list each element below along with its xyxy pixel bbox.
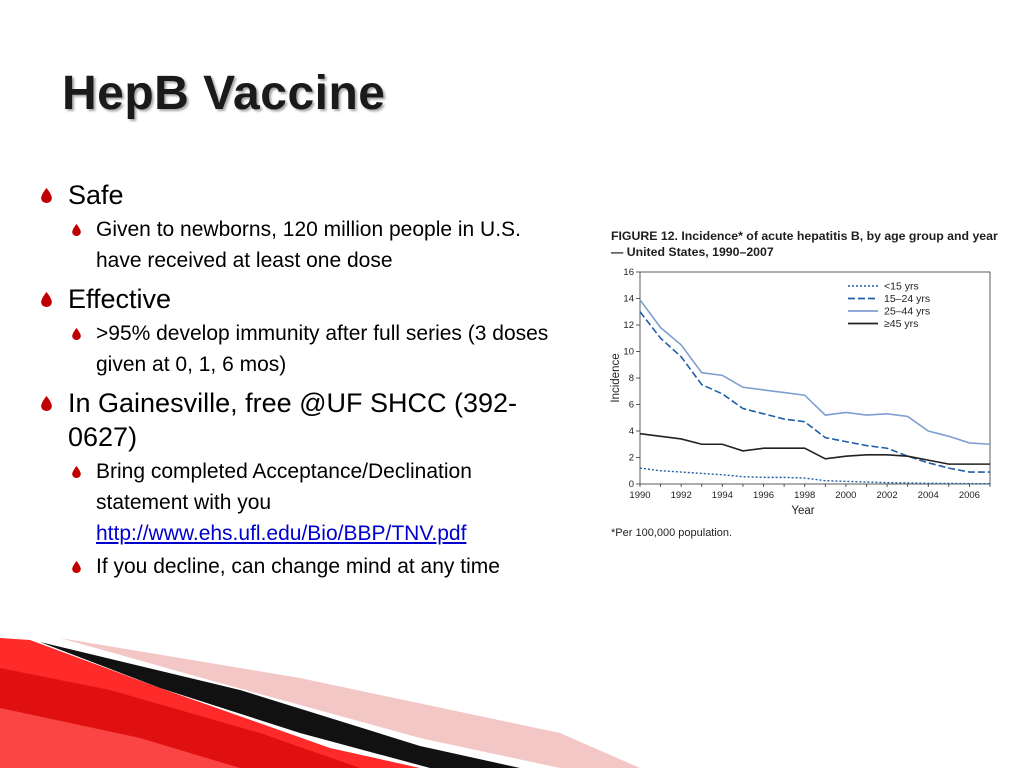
incidence-figure xyxy=(608,228,1008,548)
series-line-4 xyxy=(640,434,990,464)
bullet-list xyxy=(38,172,558,582)
sub-bullet-text: Bring completed Acceptance/Declination statement with you xyxy=(96,460,472,514)
y-tick-label: 2 xyxy=(628,452,634,464)
droplet-bullet-icon xyxy=(41,396,52,411)
y-axis-label: Incidence xyxy=(610,353,622,403)
bullet-effective xyxy=(38,282,558,316)
x-tick-label: 2000 xyxy=(835,490,857,501)
bullet-gainesville xyxy=(38,386,558,454)
droplet-bullet-icon xyxy=(41,188,52,203)
x-tick-label: 1996 xyxy=(752,490,775,501)
incidence-line-chart xyxy=(608,266,1008,526)
y-tick-label: 4 xyxy=(628,426,634,437)
legend-label-2: 15–24 yrs xyxy=(884,293,931,305)
bullet-text: In Gainesville, free @UF SHCC (392-0627) xyxy=(68,388,518,452)
sub-bullet-newborns xyxy=(38,214,558,276)
x-tick-label: 1994 xyxy=(711,490,733,501)
figure-title: FIGURE 12. Incidence* of acute hepatitis B, by age group and year — United States, 1990–2007 xyxy=(611,229,998,259)
y-tick-label: 8 xyxy=(628,373,634,384)
y-tick-label: 6 xyxy=(628,399,634,411)
plot-frame xyxy=(640,272,990,484)
y-tick-label: 10 xyxy=(623,346,634,358)
y-tick-label: 12 xyxy=(623,320,634,331)
legend-label-3: 25–44 yrs xyxy=(884,305,931,318)
y-tick-label: 16 xyxy=(623,267,634,278)
sub-bullet-immunity xyxy=(38,318,558,380)
bullet-text: Effective xyxy=(68,284,172,314)
droplet-bullet-icon xyxy=(72,328,81,340)
sub-bullet-text: Given to newborns, 120 million people in U.S. have received at least one dose xyxy=(96,218,521,272)
sub-bullet-text: >95% develop immunity after full series (3 doses given at 0, 1, 6 mos) xyxy=(96,322,549,376)
bullet-text: Safe xyxy=(68,180,124,210)
y-tick-label: 0 xyxy=(628,479,634,490)
sub-bullet-statement xyxy=(38,456,558,549)
x-tick-label: 1990 xyxy=(629,490,651,501)
sub-bullet-text: If you decline, can change mind at any time xyxy=(96,555,500,578)
x-axis-label: Year xyxy=(791,505,815,517)
sub-bullet-decline xyxy=(38,551,558,582)
bullet-safe xyxy=(38,178,558,212)
series-line-1 xyxy=(640,468,990,484)
droplet-bullet-icon xyxy=(72,466,81,478)
x-tick-label: 2006 xyxy=(958,490,980,501)
y-tick-label: 14 xyxy=(623,293,634,305)
slide-title: HepB Vaccine xyxy=(62,67,386,120)
x-tick-label: 2002 xyxy=(876,490,898,501)
legend-label-4: ≥45 yrs xyxy=(884,318,919,330)
tnv-pdf-link[interactable]: http://www.ehs.ufl.edu/Bio/BBP/TNV.pdf xyxy=(96,522,467,545)
x-tick-label: 1992 xyxy=(670,490,692,501)
decorative-swoosh xyxy=(0,638,700,768)
droplet-bullet-icon xyxy=(72,224,81,236)
droplet-bullet-icon xyxy=(72,561,81,573)
legend-label-1: <15 yrs xyxy=(884,280,919,293)
figure-footnote: *Per 100,000 population. xyxy=(611,527,733,539)
x-tick-label: 2004 xyxy=(917,490,939,501)
droplet-bullet-icon xyxy=(41,292,52,307)
x-tick-label: 1998 xyxy=(794,490,816,501)
series-line-2 xyxy=(640,312,990,472)
